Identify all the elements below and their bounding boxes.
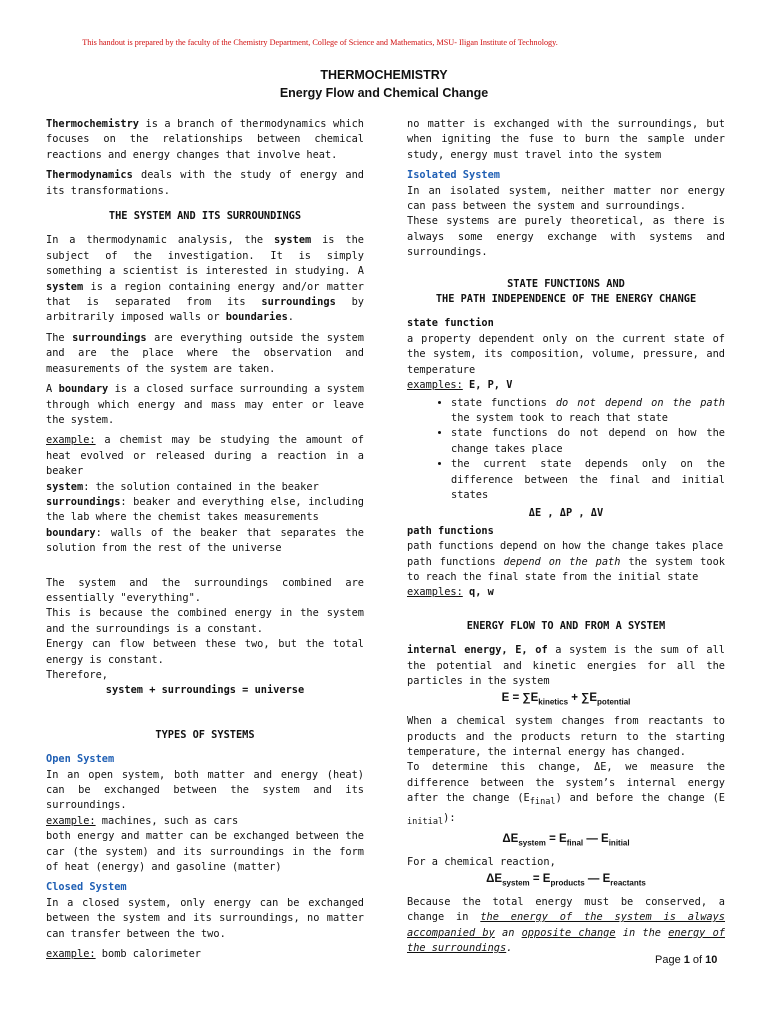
- subtitle: Energy Flow and Chemical Change: [279, 86, 489, 100]
- example-surroundings: [46, 495, 364, 526]
- term: boundaries: [225, 311, 288, 324]
- paragraph-path-functions-1: path functions depend on how the change takes place: [407, 540, 724, 553]
- eq-sub: initial: [608, 838, 630, 848]
- eq-sub: products: [550, 878, 585, 888]
- list-item: • the current state depends only on the difference between the final and initial states: [451, 457, 725, 503]
- text: the system took to reach that state: [451, 411, 668, 424]
- term: surroundings: [261, 296, 336, 309]
- text: by arbitrarily imposed walls or: [46, 296, 364, 324]
- list-item: [451, 396, 725, 427]
- paragraph-isolated-2: These systems are purely theoretical, as there is always some energy exchange with systems and surroundings.: [407, 215, 725, 259]
- title: THERMOCHEMISTRY: [320, 68, 448, 82]
- paragraph-closed-system: In a closed system, only energy can be exchanged between the system and its surroundings, no matter can transfer between the two.: [46, 896, 364, 940]
- paragraph-energy-flow: Energy can flow between these two, but the total energy is constant.: [46, 638, 364, 666]
- paragraph-boundary: [46, 382, 364, 428]
- paragraph-open-system: In an open system, both matter and energy (heat) can be exchanged between the system and its surroundings.: [46, 768, 364, 812]
- paragraph-example: [46, 433, 364, 479]
- eq-part: + ∑E: [568, 692, 598, 705]
- term-thermochemistry: Thermochemistry: [46, 118, 139, 130]
- eq-sub: potential: [597, 697, 631, 707]
- paragraph-energy-conservation: [407, 895, 725, 957]
- document-title: [0, 66, 768, 102]
- text: are everything outside the system and are the place where the observation and measurements of the system are taken.: [46, 331, 364, 375]
- term-thermodynamics: Thermodynamics: [46, 169, 133, 182]
- heading-system-surroundings: THE SYSTEM AND ITS SURROUNDINGS: [108, 210, 302, 223]
- eq-part: ΔE: [502, 833, 519, 846]
- paragraph-surroundings: [46, 331, 364, 377]
- text: in the: [615, 926, 669, 939]
- emphasis: opposite change: [521, 926, 616, 939]
- term: surroundings: [72, 331, 147, 344]
- text: bomb calorimeter: [95, 948, 201, 961]
- text: path functions: [407, 555, 504, 568]
- heading-line: THE PATH INDEPENDENCE OF THE ENERGY CHANGE: [435, 293, 697, 306]
- emphasis: depend on the path: [503, 555, 621, 568]
- heading-line: STATE FUNCTIONS AND: [507, 277, 625, 290]
- sub: initial: [407, 816, 444, 827]
- heading-types-of-systems: TYPES OF SYSTEMS: [155, 728, 255, 741]
- eq-part: = E: [529, 873, 551, 886]
- example-label: example:: [46, 948, 96, 961]
- text: ):: [443, 811, 456, 824]
- example-label: example:: [46, 814, 96, 827]
- eq-sub: system: [518, 838, 546, 848]
- example-label: example:: [46, 434, 96, 447]
- paragraph-therefore: Therefore,: [46, 669, 108, 681]
- closed-example: [46, 947, 364, 962]
- example-values: E, P, V: [462, 379, 513, 392]
- equation-delta-e-system: [407, 832, 725, 851]
- example-label: examples:: [407, 379, 463, 392]
- text: deals with the study of energy and its transformations.: [46, 169, 364, 197]
- paragraph-thermodynamics: [46, 168, 364, 199]
- paragraph-open-system-detail: both energy and matter can be exchanged between the car (the system) and its surroundings in the form of heat (energy) and gasoline (matter): [46, 830, 364, 874]
- paragraph-closed-continued: no matter is exchanged with the surroundings, but when igniting the fuse to burn the sample under study, energy must travel into the system: [407, 118, 725, 161]
- delta-state-functions: ΔE , ΔP , ΔV: [528, 507, 604, 520]
- paragraph-thermochemistry: [46, 117, 364, 163]
- state-function-examples: [407, 378, 725, 393]
- text: an: [494, 926, 522, 939]
- term-state-function: state function: [407, 317, 494, 330]
- spacer: [46, 704, 364, 718]
- term: surroundings: [46, 495, 121, 508]
- example-label: examples:: [407, 586, 463, 599]
- eq-part: — E: [583, 833, 609, 846]
- term: boundary: [58, 383, 109, 396]
- text: ) and before the change (E: [555, 792, 725, 805]
- text: machines, such as cars: [95, 814, 239, 827]
- text: the system took to reach the final state from the initial state: [407, 555, 725, 583]
- heading-closed-system: Closed System: [46, 881, 127, 894]
- spacer: [46, 562, 364, 576]
- text: : the solution contained in the beaker: [83, 480, 319, 493]
- right-column: [407, 117, 725, 961]
- heading-energy-flow: ENERGY FLOW TO AND FROM A SYSTEM: [466, 619, 666, 632]
- page-number: [655, 954, 717, 966]
- example-boundary: [46, 526, 364, 557]
- eq-sub: reactants: [610, 878, 646, 888]
- page-current: 1: [683, 954, 690, 966]
- paragraph-constant: This is because the combined energy in the system and the surroundings is a constant.: [46, 607, 364, 635]
- paragraph-chemical-reaction: For a chemical reaction,: [407, 855, 556, 868]
- text: To determine this change, ΔE, we measure the difference between the system’s internal energy after the change (E: [407, 761, 725, 805]
- text: is a region containing energy and/or matter that is separated from its: [46, 280, 364, 309]
- text: .: [287, 311, 294, 324]
- page-label: Page: [655, 954, 684, 966]
- text: a chemist may be studying the amount of heat evolved or released during a reaction in a beaker: [46, 434, 364, 478]
- text: In a thermodynamic analysis, the: [46, 234, 275, 247]
- emphasis: do not depend on the path: [555, 396, 725, 409]
- heading-isolated-system: Isolated System: [407, 169, 500, 182]
- example-values: q, w: [462, 586, 494, 599]
- text: is a branch of thermodynamics which focuses on the relationships between chemical reactions and energy changes that involve heat.: [46, 118, 364, 161]
- text: : beaker and everything else, including the lab where the chemist takes measurements: [46, 495, 364, 524]
- term: system: [274, 234, 312, 247]
- left-column: [46, 117, 364, 963]
- equation-delta-e-reaction: [407, 872, 725, 891]
- term: boundary: [46, 526, 96, 539]
- paragraph-system: [46, 233, 364, 325]
- example-system: [46, 480, 364, 495]
- emphasis: the energy of the system is always accompanied by: [407, 911, 726, 939]
- heading-open-system: Open System: [46, 753, 115, 766]
- emphasis: energy of the surroundings: [407, 926, 725, 955]
- paragraph-determine-change: [407, 760, 725, 830]
- text: .: [506, 942, 513, 955]
- term: system: [46, 480, 84, 493]
- path-function-examples: [407, 585, 725, 600]
- equation-internal-energy: [407, 691, 725, 710]
- state-function-list: [407, 396, 725, 504]
- equation-universe: system + surroundings = universe: [105, 684, 305, 697]
- page-total: 10: [705, 954, 718, 966]
- text: a system is the sum of all the potential and kinetic energies for all the particles in the system: [407, 644, 725, 687]
- paragraph-everything: The system and the surroundings combined are essentially "everything".: [46, 576, 364, 604]
- text: is the subject of the investigation. It is simply something a scientist is interested in studying. A: [46, 234, 364, 278]
- eq-part: — E: [584, 873, 611, 886]
- paragraph-internal-energy: [407, 643, 725, 689]
- paragraph-state-function: a property dependent only on the current state of the system, its composition, volume, pressure, and temperature: [407, 332, 725, 376]
- text: Because the total energy must be conserved, a change in: [407, 895, 725, 924]
- paragraph-chemical-change: When a chemical system changes from reactants to products and the products return to the starting temperature, the internal energy has changed.: [407, 715, 725, 758]
- eq-part: = E: [545, 833, 567, 846]
- eq-sub: kinetics: [538, 697, 569, 707]
- header-note: This handout is prepared by the faculty of the Chemistry Department, College of Science and Mathematics, MSU- Iligan Institute of Technology.: [82, 38, 558, 47]
- eq-part: E = ∑E: [501, 692, 539, 705]
- list-item: • state functions do not depend on how the change takes place: [451, 426, 725, 457]
- sub: final: [529, 797, 556, 808]
- text: The: [46, 331, 73, 344]
- text: : walls of the beaker that separates the solution from the rest of the universe: [46, 526, 364, 555]
- heading-state-functions: [407, 277, 725, 308]
- eq-sub: system: [502, 878, 530, 888]
- paragraph-path-functions-2: [407, 555, 725, 586]
- term: system: [46, 280, 84, 293]
- term-path-functions: path functions: [407, 524, 494, 537]
- eq-sub: final: [566, 838, 584, 848]
- text: state functions: [451, 396, 556, 409]
- page-of: of: [689, 954, 706, 966]
- eq-part: ΔE: [486, 873, 503, 886]
- text: A: [46, 383, 59, 396]
- open-example: [46, 814, 364, 829]
- term: internal energy, E, of: [407, 644, 548, 657]
- paragraph-isolated-1: In an isolated system, neither matter nor energy can pass between the system and surroundings.: [407, 184, 725, 213]
- text: is a closed surface surrounding a system through which energy and mass may enter or leave the system.: [46, 383, 365, 426]
